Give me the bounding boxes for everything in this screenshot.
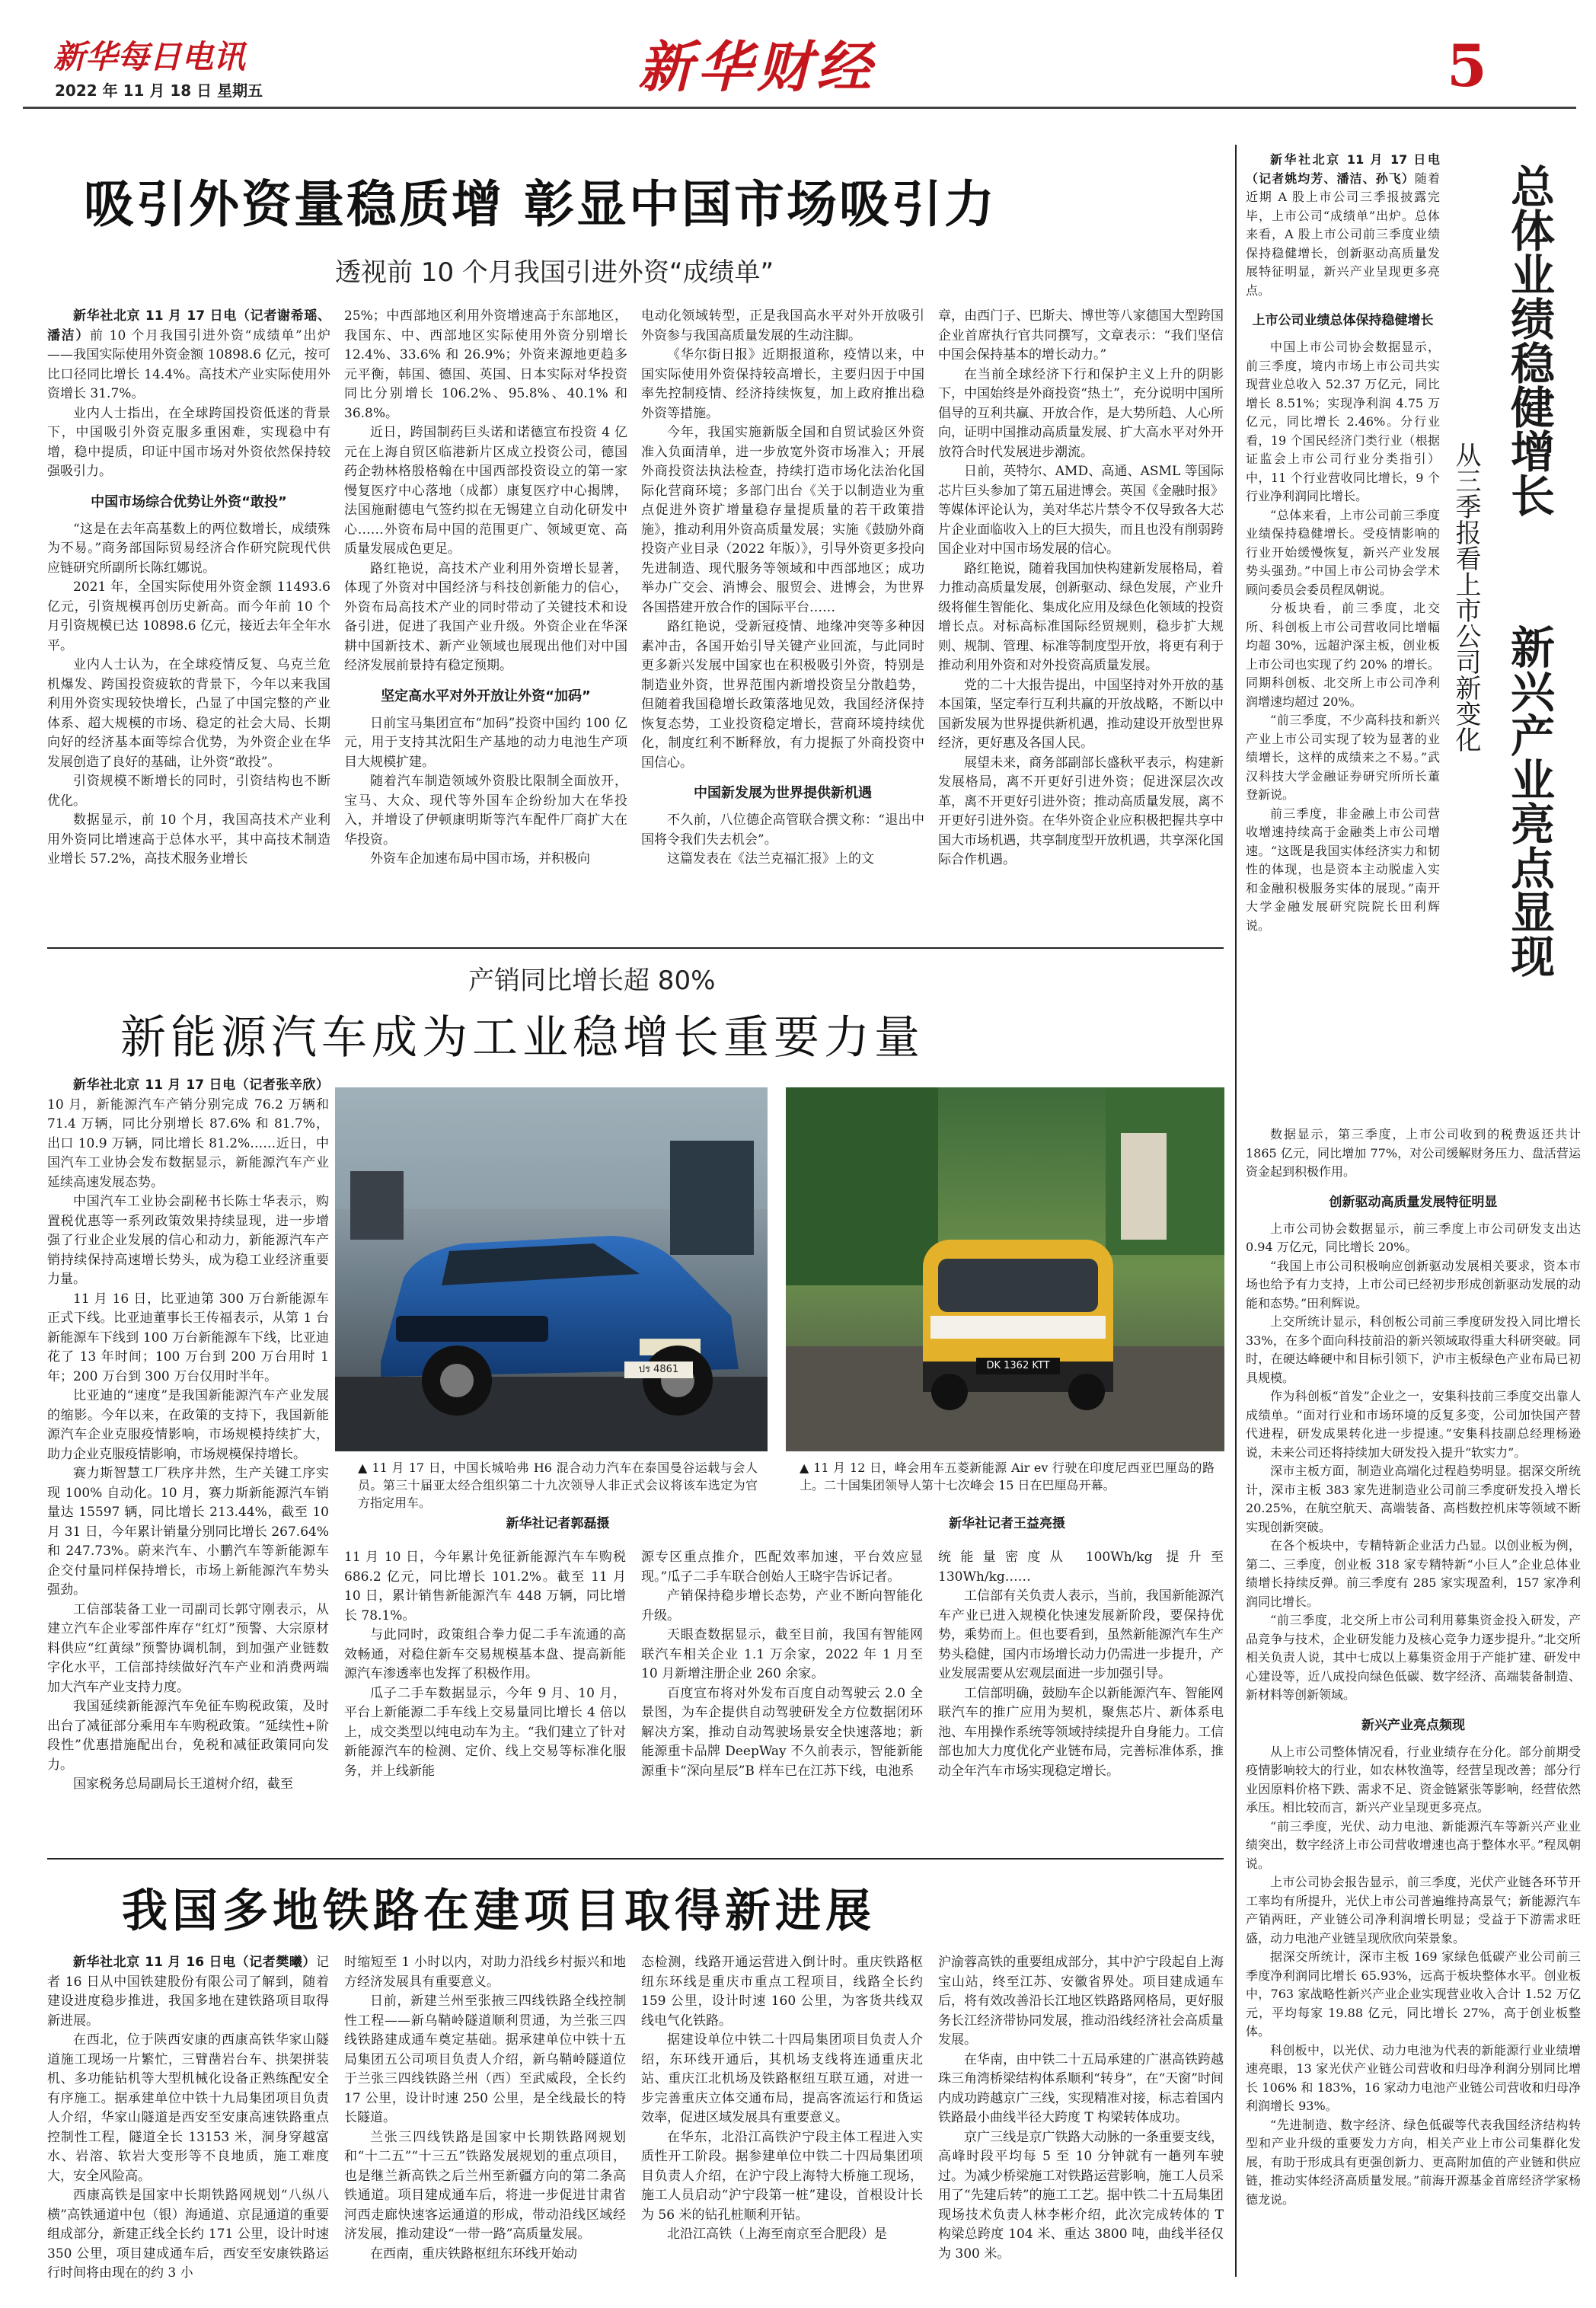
article2-col4-p0: 统能量密度从 100Wh/kg 提升至 130Wh/kg…… [938, 1550, 1224, 1585]
article2-title: 新能源汽车成为工业稳增长重要力量 [120, 1011, 924, 1065]
article3-col4-p2: 京广三线是京广铁路大动脉的一条重要支线，高峰时段平均每 5 至 10 分钟就有一趟列车驶过。为减少桥梁施工对铁路运营影响，施工人员采用了“先建后转”的施工工艺。据中铁二十五局集团现场技术负责人林李彬介绍，此次完成转体的 T 构梁总跨度 104 米、重达 3800 吨，曲线半径仅为 300 米。 [938, 2129, 1224, 2262]
side-col-bottom [1246, 1125, 1581, 2290]
article2-col1-p0: 中国汽车工业协会副秘书长陈士华表示，购置税优惠等一系列政策效果持续显现，进一步增强了行业企业发展的信心和动力，新能源汽车产销持续保持高速增长势头，成为稳工业经济重要力量。 [47, 1194, 329, 1287]
article2-col3 [641, 1548, 923, 1849]
side-p3-0: 从上市公司整体情况看，行业业绩存在分化。部分前期受疫情影响较大的行业，如农林牧渔等，经营呈现改善；部分行业因原料价格下跌、需求不足、资金链紧张等影响，经营依然承压。相比较而言，新兴产业呈现更多亮点。 [1246, 1744, 1581, 1815]
article3-col1-p0: 在西北，位于陕西安康的西康高铁华家山隧道施工现场一片繁忙，三臂凿岩台车、拱架拼装机、多功能钻机等大型机械化设备正熟练配安全有序施工。据承建单位中铁十九局集团项目负责人介绍，华家山隧道是西安至安康高速铁路重点控制性工程，隧道全长 13153 米，洞身穿越富水、岩溶、软岩大变形等不良地质，施工难度大，安全风险高。 [47, 2032, 329, 2184]
side-subtitle: 从三季报看上市公司新变化 [1451, 442, 1481, 752]
article2-col2-p0: 11 月 10 日，今年累计免征新能源汽车车购税 686.2 亿元，同比增长 101.2%。截至 11 月 10 日，累计销售新能源汽车 448 万辆，同比增长 78.1%。 [344, 1550, 626, 1623]
masthead-left-brand: 新华每日电讯 [53, 38, 246, 75]
article2-dateline: 新华社北京 11 月 17 日电（记者张辛欣） [73, 1077, 329, 1093]
article1-col4-p5: 展望未来，商务部副部长盛秋平表示，构建新发展格局，离不开更好引进外资；促进深层次改革，离不开更好引进外资；推动高质量发展，离不开更好引进外资。在华外资企业应积极把握共享中国大市场机遇，共享制度型开放机遇，共享深化国际合作机遇。 [938, 755, 1224, 867]
side-lead: 随着近期 A 股上市公司三季报披露完毕，上市公司“成绩单”出炉。总体来看，A 股上市公司前三季度业绩保持稳健增长，创新驱动高质量发展特征明显，新兴产业呈现更多亮点。 [1246, 171, 1440, 298]
masthead-rule [23, 107, 1576, 109]
article1-col1-p0: 业内人士指出，在全球跨国投资低迷的背景下，中国吸引外资克服多重困难，实现稳中有增，稳中提质，印证中国市场对外资依然保持较强吸引力。 [47, 405, 330, 479]
article3-col3-p1: 据建设单位中铁二十四局集团项目负责人介绍，东环线开通后，其机场支线将连通重庆北站、重庆江北机场及铁路枢纽互联互通，对进一步完善重庆立体交通布局，提高客流运行和货运效率，促进区域发展具有重要意义。 [641, 2032, 923, 2125]
article2-col2-p1: 与此同时，政策组合拳力促二手车流通的高效畅通，对稳住新车交易规模基本盘、提高新能源汽车渗透率也发挥了积极作用。 [344, 1627, 626, 1681]
article1-col3 [641, 307, 924, 939]
article1-col3-p0: 电动化领域转型，正是我国高水平对外开放吸引外资参与我国高质量发展的生动注脚。 [641, 308, 924, 343]
article2-col2-p2: 瓜子二手车数据显示，今年 9 月、10 月，平台上新能源二手车线上交易量同比增长 4 倍以上，成交类型以纯电动车为主。“我们建立了针对新能源汽车的检测、定价、线上交易等标准化服务，并上线新能 [344, 1685, 626, 1779]
article1-col3-p3: 路红艳说，受新冠疫情、地缘冲突等多种因素冲击，各国开始引导关键产业回流，与此同时更多新兴发展中国家也在积极吸引外资，特别是制造业外资，世界范围内新增投资呈分散趋势，但随着我国稳增长政策落地见效，我国经济保持恢复态势，工业投资稳定增长，营商环境持续优化，制度红利不断释放，有力提振了外商投资中国信心。 [641, 619, 924, 771]
article1-col4-p3: 路红艳说，随着我国加快构建新发展格局，着力推动高质量发展，创新驱动、绿色发展，产业升级将催生智能化、集成化应用及绿色化领域的投资增长点。对标高标准国际经贸规则，稳步扩大规则、规制、管理、标准等制度型开放，将更有利于推动利用外资和对外投资高质量发展。 [938, 560, 1224, 673]
article2-col1-p1: 11 月 16 日，比亚迪第 300 万台新能源车正式下线。比亚迪董事长王传福表示，从第 1 台新能源车下线到 100 万台新能源车下线，比亚迪花了 13 年时间；100 万台到 200 万台用时 1 年；200 万台到 300 万台仅用时半年。 [47, 1291, 329, 1384]
article1-col1 [47, 307, 330, 939]
article1-col4-p2: 日前，英特尔、AMD、高通、ASML 等国际芯片巨头参加了第五届进博会。英国《金融时报》等媒体评论认为，美对华芯片禁令不仅导致各大芯片企业面临收入上的巨大损失，而且也没有削弱跨国企业对中国市场发展的信心。 [938, 464, 1224, 557]
yellow-car-illustration [786, 1087, 1224, 1451]
photo-blue-suv [335, 1087, 768, 1451]
article2-col1 [47, 1076, 329, 1849]
blue-suv-plate: ปร 4861 [624, 1361, 693, 1378]
photo-left-caption: ▲ 11 月 17 日，中国长城哈弗 H6 混合动力汽车在泰国曼谷运载与会人员。第三十届亚太经合组织第二十九次领导人非正式会议将该车选定为官方指定用车。 [358, 1460, 758, 1510]
article2-col3-p2: 天眼查数据显示，截至目前，我国有智能网联汽车相关企业 1.1 万余家，2022 年 1 月至 10 月新增注册企业 260 余家。 [641, 1627, 923, 1681]
side-p3-4: 科创板中，以光伏、动力电池为代表的新能源行业业绩增速亮眼，13 家光伏产业链公司营收和归母净利润分别同比增长 106% 和 183%，16 家动力电池产业链公司营收和归母净利润增长 93%。 [1246, 2042, 1581, 2113]
side-title-line1: 总体业绩稳健增长 [1503, 164, 1555, 517]
article1-subtitle: 透视前 10 个月我国引进外资“成绩单” [335, 257, 774, 288]
side-title-line2: 新兴产业亮点显现 [1503, 624, 1555, 978]
article1-col2-q0: 日前宝马集团宣布“加码”投资中国约 100 亿元，用于支持其沈阳生产基地的动力电池生产项目大规模扩建。 [344, 715, 627, 770]
article1-col1-q2: 业内人士认为，在全球疫情反复、乌克兰危机爆发、跨国投资疲软的背景下，今年以来我国利用外资实现较快增长，凸显了中国完整的产业体系、超大规模的市场、稳定的社会大局、长期向好的经济基本面等综合优势，为外资企业在华发展创造了良好的基础，让外资“敢投”。 [47, 657, 330, 770]
article3-col2 [344, 1953, 626, 2293]
article1-col4 [938, 307, 1224, 939]
article1-subhead-3: 中国新发展为世界提供新机遇 [694, 785, 872, 801]
article3-dateline: 新华社北京 11 月 16 日电（记者樊曦） [73, 1955, 316, 1970]
article2-col1-p5: 我国延续新能源汽车免征车购税政策，及时出台了减征部分乘用车车购税政策。“延续性+阶段性”优惠措施配出台，免税和减征政策同向发力。 [47, 1699, 329, 1773]
article3-col4 [938, 1953, 1224, 2293]
article1-col1-q0: “这是在去年高基数上的两位数增长，成绩殊为不易。”商务部国际贸易经济合作研究院现代供应链研究所副所长陈红娜说。 [47, 521, 330, 576]
article1-subhead-1: 中国市场综合优势让外资“敢投” [91, 493, 287, 510]
photo-yellow-car [786, 1087, 1224, 1451]
article2-kicker: 产销同比增长超 80% [468, 966, 716, 996]
article1-col4-p0: 章，由西门子、巴斯夫、博世等八家德国大型跨国企业首席执行官共同撰写，文章表示：“我们坚信中国会保持基本的增长动力。” [938, 308, 1224, 362]
side-p2-3: 作为科创板“首发”企业之一，安集科技前三季度交出靠人成绩单。“面对行业和市场环境的反复多变，公司加快国产替代进程，研发成果转化进一步提速。”安集科技副总经理杨逊说，未来公司还将持续加大研发投入提升“软实力”。 [1246, 1389, 1581, 1460]
side-p3-1: “前三季度，光伏、动力电池、新能源汽车等新兴产业业绩突出，数字经济上市公司营收增速也高于整体水平。”程凤朝说。 [1246, 1818, 1581, 1871]
side-subhead-1: 上市公司业绩总体保持稳健增长 [1252, 313, 1434, 328]
article3-title: 我国多地铁路在建项目取得新进展 [122, 1885, 876, 1938]
article1-col3-q0: 不久前，八位德企高管联合撰文称：“退出中国将令我们失去机会”。 [641, 812, 924, 848]
side-subhead-3: 新兴产业亮点频现 [1361, 1717, 1465, 1733]
article1-col2-p2: 路红艳说，高技术产业利用外资增长显著，体现了外资对中国经济与科技创新能力的信心，外资布局高技术产业的同时带动了关键技术和设备引进，促进了我国产业升级。外资企业在华深耕中国新技术、新产业领域也展现出他们对中国经济发展前景持有稳定预期。 [344, 560, 627, 673]
article3-col2-p1: 日前，新建兰州至张掖三四线铁路全线控制性工程——新乌鞘岭隧道顺利贯通，为兰张三四线铁路建成通车奠定基础。据承建单位中铁十五局集团五公司项目负责人介绍，新乌鞘岭隧道位于兰张三四线铁路兰州（西）至武威段，全长约 17 公里，设计时速 250 公里，是全线最长的特长隧道。 [344, 1994, 626, 2125]
article3-col1 [47, 1953, 329, 2293]
masthead-date-line: 2022 年 11 月 18 日 星期五 [55, 81, 263, 100]
article1-bottom-rule [47, 947, 1224, 949]
article1-subhead-2: 坚定高水平对外开放让外资“加码” [381, 688, 591, 704]
side-p3-3: 据深交所统计，深市主板 169 家绿色低碳产业公司前三季度净利润同比增长 65.93%，远高于板块整体水平。创业板中，763 家战略性新兴产业企业实现营业收入合计 1.52 万亿元，平均每家 19.88 亿元，同比增长 27%，高于创业板整体。 [1246, 1949, 1581, 2038]
side-p2-1: “我国上市公司积极响应创新驱动发展相关要求，资本市场也给予有力支持，上市公司已经初步形成创新驱动发展的动能和态势。”田利辉说。 [1246, 1258, 1581, 1310]
side-p1-1: “总体来看，上市公司前三季度业绩保持稳健增长。受疫情影响的行业开始缓慢恢复，新兴产业发展势头强劲。”中国上市公司协会学术顾问委员会委员程凤朝说。 [1246, 507, 1440, 597]
article3-col3-p3: 北沿江高铁（上海至南京至合肥段）是 [667, 2227, 887, 2242]
side-p2-5: 在各个板块中，专精特新企业活力凸显。以创业板为例，第二、三季度，创业板 318 家专精特新“小巨人”企业总体业绩增长持续反弹。前三季度有 285 家实现盈利，157 家净利润同比增长。 [1246, 1538, 1581, 1609]
article2-col3-p1: 产销保持稳步增长态势，产业不断向智能化升级。 [641, 1588, 923, 1623]
side-p2-0: 上市公司协会数据显示，前三季度上市公司研发支出达 0.94 万亿元，同比增长 20%。 [1246, 1221, 1581, 1254]
article1-col4-p4: 党的二十大报告提出，中国坚持对外开放的基本国策，坚定奉行互利共赢的开放战略，不断以中国新发展为世界提供新机遇，推动建设开放型世界经济，更好惠及各国人民。 [938, 677, 1224, 751]
side-p1-4: 前三季度，非金融上市公司营收增速持续高于金融类上市公司增速。“这既是我国实体经济实力和韧性的体现，也是资本主动脱虚入实和金融积极服务实体的展现。”南开大学金融发展研究院院长田利辉说。 [1246, 806, 1440, 933]
article1-col4-p1: 在当前全球经济下行和保护主义上升的阴影下，中国始终是外商投资“热土”，充分说明中国所倡导的互利共赢、开放合作，是大势所趋、人心所向，证明中国推动高质量发展、扩大高水平对外开放符合时代发展进步潮流。 [938, 366, 1224, 460]
side-col-top [1246, 151, 1440, 1164]
article2-col1-p6: 国家税务总局副局长王道树介绍，截至 [73, 1776, 293, 1792]
side-p1-0: 中国上市公司协会数据显示，前三季度，境内市场上市公司共实现营业总收入 52.37 万亿元，同比增长 8.51%；实现净利润 4.75 万亿元，同比增长 2.46%。分行业看，19 个国民经济门类行业（根据证监会上市公司行业分类指引）中，11 个行业营收同比增长，9 个行业净利润同比增长。 [1246, 340, 1440, 503]
blue-suv-illustration [335, 1087, 768, 1451]
article1-col1-q3: 引资规模不断增长的同时，引资结构也不断优化。 [47, 774, 330, 809]
photo-right-credit: 新华社记者王益亮摄 [949, 1516, 1065, 1531]
side-dateline: 新华社北京 11 月 17 日电（记者姚均芳、潘洁、孙飞） [1246, 152, 1440, 186]
article1-col2-p0: 25%；中西部地区利用外资增速高于东部地区，我国东、中、西部地区实际使用外资分别增长 12.4%、33.6% 和 26.9%；外资来源地更趋多元平衡，韩国、德国、英国、日本实际对华投资同比分别增长 106.2%、95.8%、40.1% 和 36.8%。 [344, 308, 627, 421]
article3-col1-p1: 西康高铁是国家中长期铁路网规划“八纵八横”高铁通道中包（银）海通道、京昆通道的重要组成部分，新建正线全长约 171 公里，设计时速 350 公里，项目建成通车后，西安至安康铁路运行时间将由现在的约 3 小 [47, 2188, 329, 2281]
article2-col2 [344, 1548, 626, 1849]
photo-left-credit: 新华社记者郭磊摄 [506, 1516, 610, 1531]
article1-col3-p2: 今年，我国实施新版全国和自贸试验区外资准入负面清单，进一步放宽外资市场准入；开展外商投资法执法检查，持续打造市场化法治化国际化营商环境；多部门出台《关于以制造业为重点促进外资扩增量稳存量提质量的若干政策措施》，推动利用外资高质量发展；实施《鼓励外商投资产业目录（2022 年版）》，引导外资更多投向先进制造、现代服务等领域和中西部地区；成功举办广交会、消博会、服贸会、进博会，为世界各国搭建开放合作的国际平台…… [641, 425, 924, 615]
article1-col3-p1: 《华尔街日报》近期报道称，疫情以来，中国实际使用外资保持较高增长，主要归因于中国率先控制疫情、经济持续恢复，加上政府推出稳外资等措施。 [641, 347, 924, 421]
article1-col2-q1: 随着汽车制造领域外资股比限制全面放开，宝马、大众、现代等外国车企纷纷加大在华投入，并增设了伊顿康明斯等汽车配件厂商扩大在华投资。 [344, 774, 627, 848]
article3-col2-p0: 时缩短至 1 小时以内，对助力沿线乡村振兴和地方经济发展具有重要意义。 [344, 1955, 626, 1990]
side-subhead-2: 创新驱动高质量发展特征明显 [1329, 1194, 1498, 1210]
article2-bottom-rule [47, 1858, 1224, 1859]
masthead-center-brand: 新华财经 [638, 34, 876, 99]
side-p1-2: 分板块看，前三季度，北交所、科创板上市公司营收同比增幅均超 30%，远超沪深主板，创业板上市公司也实现了约 20% 的增长。同期科创板、北交所上市公司净利润增速均超过 20%。 [1246, 601, 1440, 709]
article3-col2-p2: 兰张三四线铁路是国家中长期铁路网规划和“十二五”“十三五”铁路发展规划的重点项目，也是继兰新高铁之后兰州至新疆方向的第二条高铁通道。项目建成通车后，将进一步促进甘肃省河西走廊快速客运通道的形成，带动沿线区域经济发展，推动建设“一带一路”高质量发展。 [344, 2129, 626, 2242]
side-p3-5: “先进制造、数字经济、绿色低碳等代表我国经济结构转型和产业升级的重要发力方向，相关产业上市公司集群化发展，有助于形成具有更强创新力、更高附加值的产业链和供应链，推动实体经济高质量发展。”前海开源基金首席经济学家杨德龙说。 [1246, 2117, 1581, 2207]
side-column-divider [1235, 145, 1237, 2277]
article2-col3-p3: 百度宣布将对外发布百度自动驾驶云 2.0 全景图，为车企提供自动驾驶研发全方位数据闭环解决方案，推动自动驾驶场景安全快速落地；新能源重卡品牌 DeepWay 不久前表示，智能新能源重卡“深向星辰”B 样车已在江苏下线，电池系 [641, 1685, 923, 1779]
page-number: 5 [1447, 32, 1487, 100]
article2-col4-p1: 工信部有关负责人表示，当前，我国新能源汽车产业已进入规模化快速发展新阶段，要保持优势，乘势而上。但也要看到，虽然新能源汽车生产势头稳健，国内市场增长动力仍需进一步提升，产业发展需要从宏观层面进一步加强引导。 [938, 1588, 1224, 1681]
article2-col4 [938, 1548, 1224, 1849]
side-p1-5: 数据显示，第三季度，上市公司收到的税费返还共计 1865 亿元，同比增加 77%，对公司缓解财务压力、盘活营运资金起到积极作用。 [1246, 1127, 1581, 1179]
article1-col1-q1: 2021 年，全国实际使用外资金额 11493.6 亿元，引资规模再创历史新高。而今年前 10 个月引资规模已达 10898.6 亿元，接近去年全年水平。 [47, 579, 330, 653]
side-p2-2: 上交所统计显示，科创板公司前三季度研发投入同比增长 33%，在多个面向科技前沿的新兴领域取得重大科研突破。同时，在硬达峰硬中和目标引领下，沪市主板绿色产业布局已初具规模。 [1246, 1314, 1581, 1385]
article2-col1-p2: 比亚迪的“速度”是我国新能源汽车产业发展的缩影。今年以来，在政策的支持下，我国新能源汽车企业克服疫情影响，市场规模持续扩大，助力企业克服疫情影响，市场规模保持增长。 [47, 1388, 329, 1462]
side-p2-4: 深市主板方面，制造业高端化过程趋势明显。据深交所统计，深市主板 383 家先进制造业公司前三季度研发投入增长 20.25%，在航空航天、高端装备、高档数控机床等领域不断实现创新突破。 [1246, 1464, 1581, 1534]
yellow-car-plate: DK 1362 KTT [976, 1358, 1060, 1374]
article2-col1-p4: 工信部装备工业一司副司长郭守刚表示，从建立汽车企业零部件库存“红灯”预警、大宗原材料供应“红黄绿”预警协调机制，到加强产业链数字化水平，工信部持续做好汽车产业和消费两端加大汽车产业支持力度。 [47, 1601, 329, 1695]
article3-col4-p1: 在华南，由中铁二十五局承建的广湛高铁跨越珠三角湾桥梁结构体系顺利“转身”，在“天窗”时间内成功跨越京广三线，实现精准对接，标志着国内铁路最小曲线半径大跨度 T 构梁转体成功。 [938, 2051, 1224, 2125]
article1-dateline: 新华社北京 11 月 17 日电（记者谢希瑶、潘洁） [47, 308, 330, 343]
article1-lead: 前 10 个月我国引进外资“成绩单”出炉——我国实际使用外资金额 10898.6 亿元，按可比口径同比增长 14.4%。高技术产业实际使用外资增长 31.7%。 [47, 327, 330, 401]
article2-col4-p2: 工信部明确，鼓励车企以新能源汽车、智能网联汽车的推广应用为契机，聚焦芯片、新体系电池、车用操作系统等领域持续提升自身能力。工信部也加大力度优化产业链布局，完善标准体系，推动全年汽车市场实现稳定增长。 [938, 1685, 1224, 1779]
article3-col2-p3: 在西南，重庆铁路枢纽东环线开始动 [370, 2246, 577, 2262]
article2-col3-p0: 源专区重点推介，匹配效率加速，平台效应显现。”瓜子二手车联合创始人王晓宇告诉记者。 [641, 1550, 923, 1585]
article1-col2-q2: 外资车企加速布局中国市场，并积极向 [370, 851, 590, 867]
side-p3-2: 上市公司协会报告显示，前三季度，光伏产业链各环节开工率均有所提升，光伏上市公司普遍维持高景气；新能源汽车产销两旺，产业链公司净利润增长明显；受益于下游需求旺盛，动力电池产业链呈现欣欣向荣景象。 [1246, 1875, 1581, 1946]
article1-col2-p1: 近日，跨国制药巨头诺和诺德宣布投资 4 亿元在上海自贸区临港新片区成立投资公司，德国药企勃林格殷格翰在中国西部投资设立的第一家慢复医疗中心落地（成都）康复医疗中心揭牌，法国施耐德电气签约拟在无锡建立自动化研发中心……外资布局中国的范围更广、领域更宽、高质量发展成色更足。 [344, 425, 627, 557]
side-p2-6: “前三季度，北交所上市公司利用募集资金投入研发，产品竞争与技术，企业研发能力及核心竞争力逐步提升。”北交所相关负责人说，其中七成以上募集资金用于产能扩建、研发中心建设等，近八成投向绿色低碳、数字经济、高端装备制造、新材料等创新领域。 [1246, 1613, 1581, 1702]
article1-title: 吸引外资量稳质增 彰显中国市场吸引力 [84, 175, 997, 234]
article2-lead: 10 月，新能源汽车产销分别完成 76.2 万辆和 71.4 万辆，同比分别增长 87.6% 和 81.7%，出口 10.9 万辆，同比增长 81.2%……近日，中国汽车工业协会发布数据显示，新能源汽车产业延续高速发展态势。 [47, 1097, 329, 1190]
article1-col1-q4: 数据显示，前 10 个月，我国高技术产业利用外资同比增速高于总体水平，其中高技术制造业增长 57.2%，高技术服务业增长 [47, 812, 330, 867]
article3-col3-p2: 在华东，北沿江高铁沪宁段主体工程进入实质性开工阶段。据参建单位中铁二十四局集团项目负责人介绍，在沪宁段上海特大桥施工现场，施工人员启动“沪宁段第一桩”建设，首根设计长为 56 米的钻孔桩顺利开钻。 [641, 2129, 923, 2223]
article3-col3 [641, 1953, 923, 2293]
article3-lead: 记者 16 日从中国铁建股份有限公司了解到，随着建设进度稳步推进，我国多地在建铁路项目取得新进展。 [47, 1955, 329, 2029]
article3-col3-p0: 态检测，线路开通运营进入倒计时。重庆铁路枢纽东环线是重庆市重点工程项目，线路全长约 159 公里，设计时速 160 公里，为客货共线双线电气化铁路。 [641, 1955, 923, 2029]
article1-col2 [344, 307, 627, 939]
article2-col1-p3: 赛力斯智慧工厂秩序井然，生产关键工序实现 100% 自动化。10 月，赛力斯新能源汽车销量达 15597 辆，同比增长 213.44%，截至 10 月 31 日，今年累计销量分别同比增长 267.64% 和 247.73%。蔚来汽车、小鹏汽车等新能源车企交付量同样保持增长，市场上新能源汽车势头强劲。 [47, 1466, 329, 1598]
article3-col4-p0: 沪渝蓉高铁的重要组成部分，其中沪宁段起自上海宝山站，终至江苏、安徽省界处。项目建成通车后，将有效改善沿长江地区铁路路网格局，更好服务长江经济带协同发展，推动沿线经济社会高质量发展。 [938, 1955, 1224, 2048]
side-p1-3: “前三季度，不少高科技和新兴产业上市公司实现了较为显著的业绩增长，这样的成绩来之不易。”武汉科技大学金融证券研究所所长董登新说。 [1246, 713, 1440, 802]
photo-right-caption: ▲ 11 月 12 日，峰会用车五菱新能源 Air ev 行驶在印度尼西亚巴厘岛的路上。二十国集团领导人第十七次峰会 15 日在巴厘岛开幕。 [800, 1460, 1215, 1492]
article1-col3-q1: 这篇发表在《法兰克福汇报》上的文 [667, 851, 874, 867]
